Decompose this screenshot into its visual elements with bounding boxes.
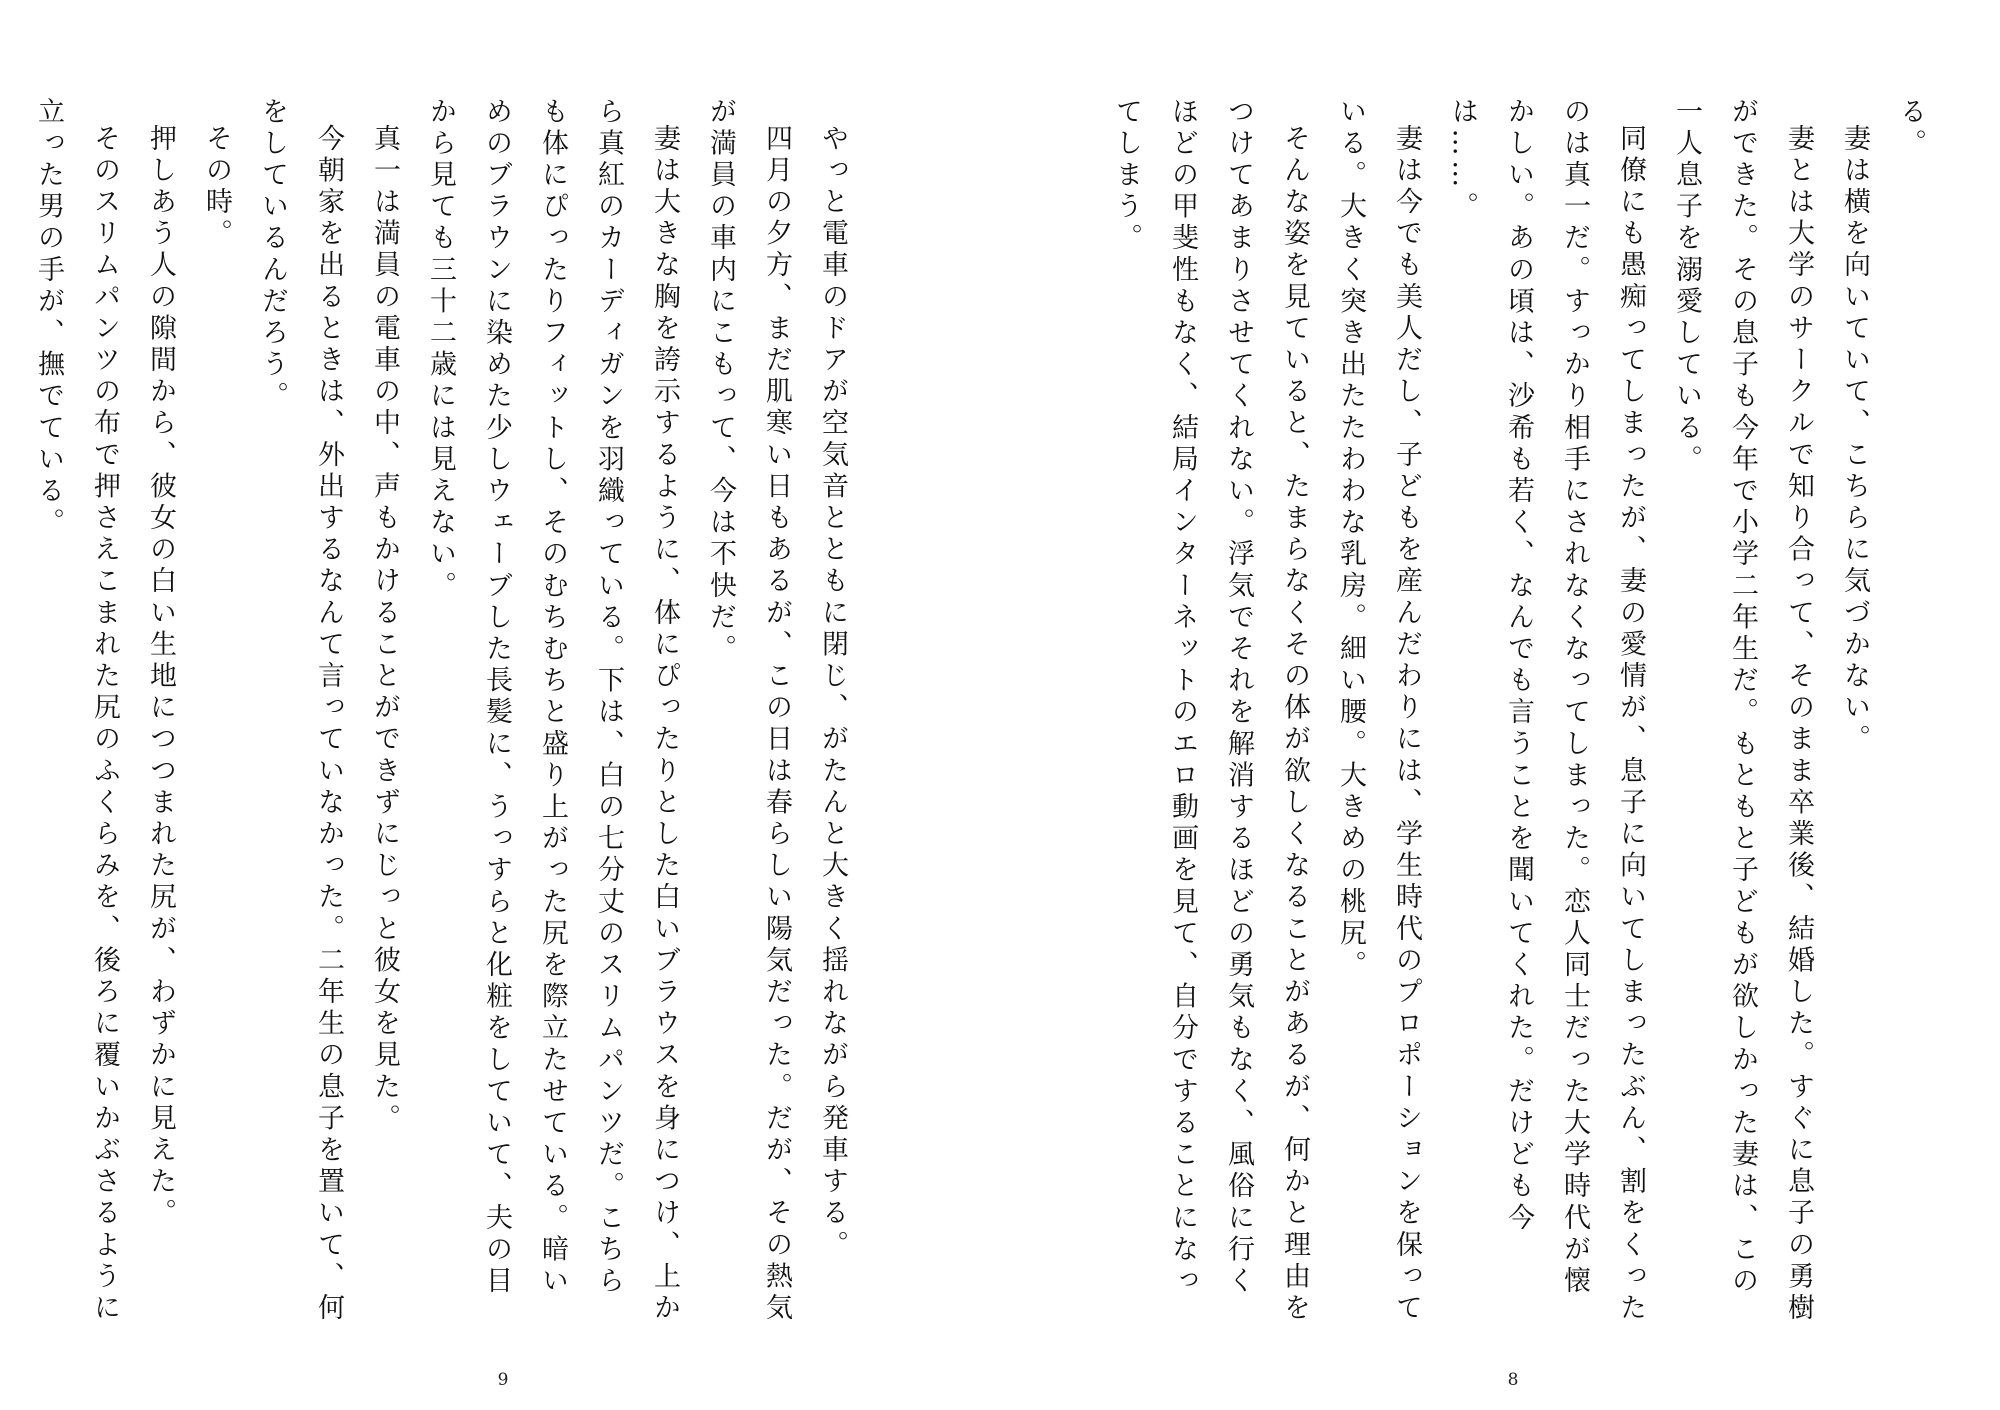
paragraph: 真一は満員の電車の中、声もかけることができずにじっと彼女を見た。 [369, 124, 400, 1136]
paragraph: 妻は大きな胸を誇示するように、体にぴったりとした白いブラウスを身につけ、上から真紅のカーディガンを羽織っている。下は、白の七分丈のスリムパンツだ。こちらも体にぴったりフィットし、そのむちむちと盛り上がった尻を際立たせている。暗いめのブラウンに染めた少しウェーブした長髪に、うっすらと化粧をしていて、夫の目から見ても三十二歳には見えない。 [425, 97, 680, 1325]
paragraph: やっと電車のドアが空気音とともに閉じ、がたんと大きく揺れながら発車する。 [817, 124, 848, 1262]
vertical-text-block [1038, 97, 1938, 1327]
vertical-text-block [33, 97, 860, 1327]
paragraph: そのスリムパンツの布で押さえこまれた尻のふくらみを、後ろに覆いかぶさるように立った男の手が、撫でている。 [33, 97, 120, 1325]
paragraph: 妻は今でも美人だし、子どもを産んだわりには、学生時代のプロポーションを保っている。大きく突き出たたわわな乳房。細い腰。大きめの桃尻。 [1335, 97, 1422, 1325]
paragraph: 今朝家を出るときは、外出するなんて言っていなかった。二年生の息子を置いて、何をしているんだろう。 [257, 97, 344, 1325]
paragraph: 妻とは大学のサークルで知り合って、そのまま卒業後、結婚した。すぐに息子の勇樹ができた。その息子も今年で小学二年生だ。もともと子どもが欲しかった妻は、この一人息子を溺愛している。 [1671, 97, 1814, 1325]
paragraph: 四月の夕方、まだ肌寒い日もあるが、この日は春らしい陽気だった。だが、その熱気が満員の車内にこもって、今は不快だ。 [705, 97, 792, 1325]
paragraph: る。 [1895, 97, 1926, 161]
page-number: 9 [497, 1370, 509, 1390]
page-right [1000, 0, 2000, 1410]
page-number: 8 [1507, 1370, 1519, 1390]
paragraph: 押しあう人の隙間から、彼女の白い生地につつまれた尻が、わずかに見えた。 [145, 124, 176, 1230]
paragraph: 妻は横を向いていて、こちらに気づかない。 [1839, 124, 1870, 756]
paragraph: 同僚にも愚痴ってしまったが、妻の愛情が、息子に向いてしまったぶん、割をくったのは真一だ。すっかり相手にされなくなってしまった。恋人同士だった大学時代が懐かしい。あの頃は、沙希も若く、なんでも言うことを聞いてくれた。だけども今は……。 [1447, 97, 1646, 1325]
paragraph: その時。 [201, 124, 232, 251]
paragraph: そんな姿を見ていると、たまらなくその体が欲しくなることがあるが、何かと理由をつけてあまりさせてくれない。浮気でそれを解消するほどの勇気もなく、風俗に行くほどの甲斐性もなく、結局インターネットのエロ動画を見て、自分ですることになってしまう。 [1111, 97, 1310, 1325]
